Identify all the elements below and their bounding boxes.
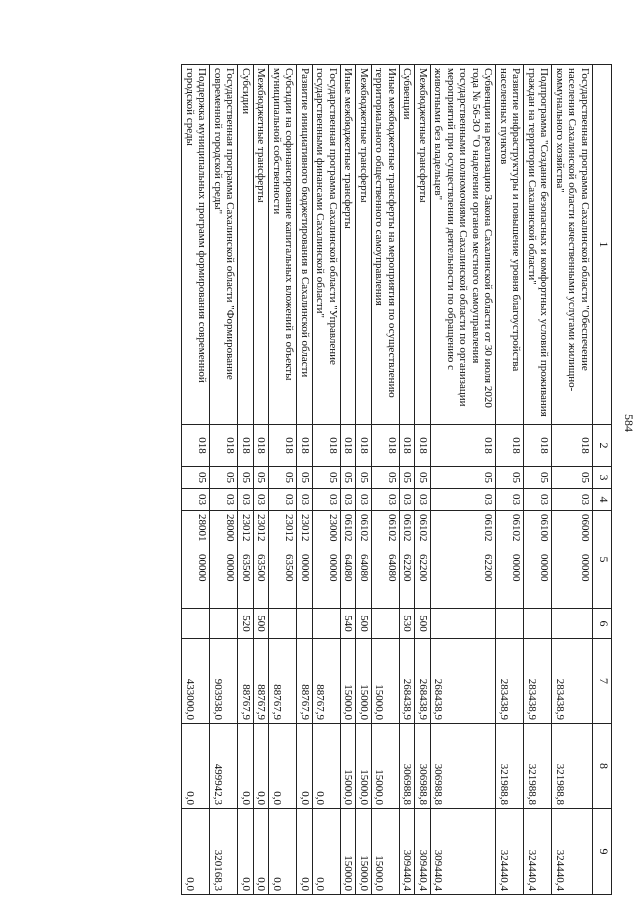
target-article-direction-code: 00000	[579, 554, 591, 582]
table-row	[415, 65, 431, 895]
row-name-cell: Иные межбюджетные трансферты на мероприятия по осуществлению территориального общественного самоуправления	[372, 65, 400, 425]
row-target-article-cell	[297, 511, 313, 609]
col-header-6: 6	[593, 609, 612, 639]
target-article-program-code: 23012	[240, 514, 252, 542]
row-section-cell: 05	[356, 467, 372, 489]
col-header-7: 7	[593, 639, 612, 724]
table-row	[210, 65, 238, 895]
row-expense-type-cell: 520	[238, 609, 254, 639]
row-section-cell: 05	[254, 467, 270, 489]
row-name-cell: Поддержка муниципальных программ формирования современной городской среды	[182, 65, 210, 425]
row-amount-year2-cell: 0,0	[297, 724, 313, 809]
row-subsection-cell: 03	[182, 489, 210, 511]
row-target-article-cell	[552, 511, 593, 609]
target-article-direction-code: 64080	[358, 554, 370, 582]
col-header-9: 9	[593, 809, 612, 895]
row-amount-year3-cell: 15000,0	[356, 809, 372, 895]
row-name-cell: Развитие инфраструктуры и повышение уровня благоустройства населенных пунктов	[496, 65, 524, 425]
table-row	[182, 65, 210, 895]
row-amount-year3-cell: 320168,3	[210, 809, 238, 895]
row-subsection-cell: 03	[431, 489, 497, 511]
row-target-article-cell	[341, 511, 357, 609]
row-target-article-cell	[313, 511, 341, 609]
row-section-cell: 05	[431, 467, 497, 489]
row-target-article-cell	[356, 511, 372, 609]
row-amount-year2-cell: 0,0	[269, 724, 297, 809]
target-article-program-code: 06102	[417, 514, 429, 542]
row-amount-year1-cell: 88767,9	[313, 639, 341, 724]
row-ministry-code-cell: 018	[254, 425, 270, 467]
row-ministry-code-cell: 018	[431, 425, 497, 467]
row-amount-year1-cell: 15000,0	[341, 639, 357, 724]
row-target-article-cell	[524, 511, 552, 609]
target-article-program-code: 23000	[327, 514, 339, 542]
row-section-cell: 05	[552, 467, 593, 489]
row-amount-year2-cell: 0,0	[238, 724, 254, 809]
row-ministry-code-cell: 018	[400, 425, 416, 467]
row-amount-year1-cell: 88767,9	[269, 639, 297, 724]
row-expense-type-cell: 500	[415, 609, 431, 639]
row-name-cell: Субвенции	[400, 65, 416, 425]
row-target-article-cell	[238, 511, 254, 609]
row-amount-year2-cell: 15000,0	[372, 724, 400, 809]
table-row	[297, 65, 313, 895]
target-article-direction-code: 00000	[299, 554, 311, 582]
table-row	[400, 65, 416, 895]
row-amount-year1-cell: 903938,0	[210, 639, 238, 724]
row-amount-year2-cell: 321988,8	[496, 724, 524, 809]
row-name-cell: Межбюджетные трансферты	[356, 65, 372, 425]
row-section-cell: 05	[269, 467, 297, 489]
row-amount-year2-cell: 499942,3	[210, 724, 238, 809]
row-amount-year2-cell: 0,0	[254, 724, 270, 809]
row-ministry-code-cell: 018	[552, 425, 593, 467]
target-article-direction-code: 00000	[327, 554, 339, 582]
row-ministry-code-cell: 018	[297, 425, 313, 467]
row-name-cell: Государственная программа Сахалинской области "Формирование современной городской среды"	[210, 65, 238, 425]
row-target-article-cell	[400, 511, 416, 609]
row-amount-year2-cell: 306988,8	[431, 724, 497, 809]
row-amount-year2-cell: 321988,8	[552, 724, 593, 809]
target-article-program-code: 23012	[255, 514, 268, 542]
target-article-direction-code: 63500	[255, 554, 268, 582]
row-ministry-code-cell: 018	[269, 425, 297, 467]
row-section-cell: 05	[400, 467, 416, 489]
row-section-cell: 05	[341, 467, 357, 489]
row-amount-year3-cell: 15000,0	[341, 809, 357, 895]
row-name-cell: Межбюджетные трансферты	[254, 65, 270, 425]
row-amount-year1-cell: 268438,9	[431, 639, 497, 724]
target-article-direction-code: 64080	[386, 554, 398, 582]
row-amount-year3-cell: 0,0	[269, 809, 297, 895]
col-header-2: 2	[593, 425, 612, 467]
row-ministry-code-cell: 018	[313, 425, 341, 467]
row-subsection-cell: 03	[210, 489, 238, 511]
row-amount-year3-cell: 324440,4	[524, 809, 552, 895]
row-section-cell: 05	[210, 467, 238, 489]
page-number: 584	[622, 414, 636, 432]
row-target-article-cell	[182, 511, 210, 609]
target-article-direction-code: 63500	[283, 554, 296, 582]
row-target-article-cell	[269, 511, 297, 609]
row-section-cell: 05	[238, 467, 254, 489]
target-article-direction-code: 00000	[510, 554, 523, 582]
row-amount-year3-cell: 0,0	[254, 809, 270, 895]
row-target-article-cell	[372, 511, 400, 609]
table-row	[238, 65, 254, 895]
row-target-article-cell	[210, 511, 238, 609]
row-expense-type-cell: 500	[254, 609, 270, 639]
row-target-article-cell	[431, 511, 497, 609]
row-ministry-code-cell: 018	[524, 425, 552, 467]
target-article-program-code: 06102	[482, 514, 495, 542]
target-article-direction-code: 64080	[342, 554, 355, 582]
budget-table	[182, 64, 613, 895]
row-amount-year1-cell: 88767,9	[238, 639, 254, 724]
target-article-program-code: 06102	[358, 514, 370, 542]
col-header-5: 5	[593, 511, 612, 609]
target-article-program-code: 06102	[386, 514, 398, 542]
target-article-direction-code: 63500	[240, 554, 252, 582]
row-ministry-code-cell: 018	[356, 425, 372, 467]
row-amount-year3-cell: 15000,0	[372, 809, 400, 895]
row-target-article-cell	[415, 511, 431, 609]
row-name-cell: Субвенции на реализацию Закона Сахалинской области от 30 июля 2020 года № 56-ЗО "О наделении органов местного самоуправления государственными полномочиями Сахалинской области по организации мероприятий при осуществлении деятельности по обращению с животными без владельцев"	[431, 65, 497, 425]
row-subsection-cell: 03	[496, 489, 524, 511]
row-section-cell: 05	[297, 467, 313, 489]
row-name-cell: Развитие инициативного бюджетирования в Сахалинской области	[297, 65, 313, 425]
table-row	[431, 65, 497, 895]
row-amount-year3-cell: 0,0	[182, 809, 210, 895]
target-article-program-code: 06102	[342, 514, 355, 542]
row-expense-type-cell	[496, 609, 524, 639]
row-target-article-cell	[496, 511, 524, 609]
table-row	[313, 65, 341, 895]
row-target-article-cell	[254, 511, 270, 609]
row-section-cell: 05	[372, 467, 400, 489]
col-header-1: 1	[593, 65, 612, 425]
row-ministry-code-cell: 018	[496, 425, 524, 467]
row-ministry-code-cell: 018	[182, 425, 210, 467]
row-subsection-cell: 03	[297, 489, 313, 511]
row-subsection-cell: 03	[269, 489, 297, 511]
target-article-program-code: 28001	[196, 514, 209, 542]
row-amount-year1-cell: 88767,9	[297, 639, 313, 724]
table-body	[182, 65, 593, 895]
row-ministry-code-cell: 018	[238, 425, 254, 467]
row-subsection-cell: 03	[372, 489, 400, 511]
table-row	[356, 65, 372, 895]
rotated-table-wrapper	[67, 64, 636, 894]
row-name-cell: Государственная программа Сахалинской области "Обеспечение населения Сахалинской области качественными услугами жилищно-коммунального хозяйства"	[552, 65, 593, 425]
col-header-8: 8	[593, 724, 612, 809]
target-article-program-code: 06100	[538, 514, 551, 542]
row-amount-year2-cell: 0,0	[182, 724, 210, 809]
row-amount-year1-cell: 283438,9	[496, 639, 524, 724]
target-article-program-code: 06000	[579, 514, 591, 542]
row-name-cell: Иные межбюджетные трансферты	[341, 65, 357, 425]
row-expense-type-cell	[182, 609, 210, 639]
row-expense-type-cell	[297, 609, 313, 639]
target-article-program-code: 23012	[283, 514, 296, 542]
row-subsection-cell: 03	[524, 489, 552, 511]
target-article-direction-code: 62200	[417, 554, 429, 582]
row-amount-year1-cell: 283438,9	[552, 639, 593, 724]
target-article-direction-code: 62200	[401, 554, 414, 582]
target-article-direction-code: 62200	[482, 554, 495, 582]
row-subsection-cell: 03	[341, 489, 357, 511]
target-article-direction-code: 00000	[224, 554, 237, 582]
target-article-program-code: 06102	[401, 514, 414, 542]
row-name-cell: Межбюджетные трансферты	[415, 65, 431, 425]
row-subsection-cell: 03	[415, 489, 431, 511]
row-amount-year3-cell: 324440,4	[552, 809, 593, 895]
row-subsection-cell: 03	[400, 489, 416, 511]
row-amount-year1-cell: 268438,9	[400, 639, 416, 724]
row-expense-type-cell: 540	[341, 609, 357, 639]
row-section-cell: 05	[524, 467, 552, 489]
row-name-cell: Подпрограмма "Создание безопасных и комфортных условий проживания граждан на территории Сахалинской области"	[524, 65, 552, 425]
row-section-cell: 05	[182, 467, 210, 489]
row-name-cell: Государственная программа Сахалинской области "Управление государственными финансами Сахалинской области"	[313, 65, 341, 425]
row-amount-year3-cell: 309440,4	[415, 809, 431, 895]
row-amount-year1-cell: 88767,9	[254, 639, 270, 724]
row-amount-year1-cell: 15000,0	[356, 639, 372, 724]
row-ministry-code-cell: 018	[341, 425, 357, 467]
row-amount-year1-cell: 15000,0	[372, 639, 400, 724]
row-expense-type-cell	[431, 609, 497, 639]
row-ministry-code-cell: 018	[415, 425, 431, 467]
row-amount-year1-cell: 283438,9	[524, 639, 552, 724]
row-ministry-code-cell: 018	[372, 425, 400, 467]
row-subsection-cell: 03	[313, 489, 341, 511]
table-row	[254, 65, 270, 895]
row-amount-year2-cell: 306988,8	[400, 724, 416, 809]
row-amount-year1-cell: 433000,0	[182, 639, 210, 724]
target-article-program-code: 06102	[510, 514, 523, 542]
target-article-direction-code: 00000	[196, 554, 209, 582]
row-subsection-cell: 03	[552, 489, 593, 511]
row-section-cell: 05	[496, 467, 524, 489]
row-expense-type-cell	[524, 609, 552, 639]
row-amount-year2-cell: 15000,0	[356, 724, 372, 809]
row-subsection-cell: 03	[356, 489, 372, 511]
table-row	[496, 65, 524, 895]
row-subsection-cell: 03	[254, 489, 270, 511]
row-amount-year3-cell: 309440,4	[400, 809, 416, 895]
row-amount-year3-cell: 324440,4	[496, 809, 524, 895]
target-article-program-code: 23012	[299, 514, 311, 542]
table-row	[552, 65, 593, 895]
row-amount-year1-cell: 268438,9	[415, 639, 431, 724]
table-row	[524, 65, 552, 895]
row-subsection-cell: 03	[238, 489, 254, 511]
table-row	[341, 65, 357, 895]
row-name-cell: Субсидии	[238, 65, 254, 425]
target-article-program-code: 28000	[224, 514, 237, 542]
row-amount-year3-cell: 0,0	[297, 809, 313, 895]
row-name-cell: Субсидии на софинансирование капитальных вложений в объекты муниципальной собственности	[269, 65, 297, 425]
table-row	[269, 65, 297, 895]
col-header-4: 4	[593, 489, 612, 511]
row-amount-year3-cell: 309440,4	[431, 809, 497, 895]
row-ministry-code-cell: 018	[210, 425, 238, 467]
row-amount-year2-cell: 0,0	[313, 724, 341, 809]
row-amount-year3-cell: 0,0	[313, 809, 341, 895]
row-amount-year2-cell: 321988,8	[524, 724, 552, 809]
row-section-cell: 05	[313, 467, 341, 489]
row-expense-type-cell	[372, 609, 400, 639]
row-amount-year3-cell: 0,0	[238, 809, 254, 895]
row-amount-year2-cell: 15000,0	[341, 724, 357, 809]
row-section-cell: 05	[415, 467, 431, 489]
row-expense-type-cell	[313, 609, 341, 639]
header-row	[593, 65, 612, 895]
row-expense-type-cell	[269, 609, 297, 639]
row-expense-type-cell	[552, 609, 593, 639]
row-expense-type-cell: 530	[400, 609, 416, 639]
target-article-direction-code: 00000	[538, 554, 551, 582]
table-row	[372, 65, 400, 895]
row-expense-type-cell: 500	[356, 609, 372, 639]
row-expense-type-cell	[210, 609, 238, 639]
row-amount-year2-cell: 306988,8	[415, 724, 431, 809]
col-header-3: 3	[593, 467, 612, 489]
